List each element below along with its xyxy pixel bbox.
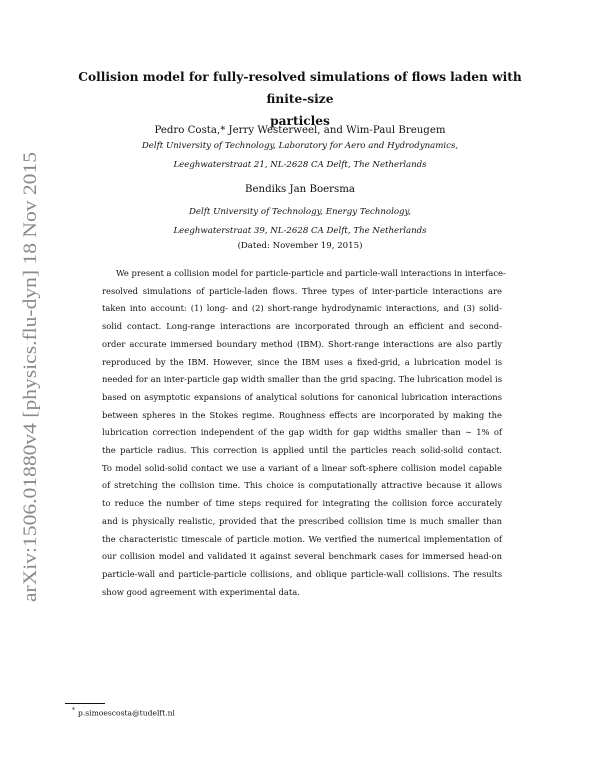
title-line-2: particles [270,114,330,128]
abstract-line: taken into account: (1) long- and (2) short-range hydrodynamic interactions, and (3) solid- [102,303,502,314]
footnote [72,707,175,718]
abstract-line: the characteristic timescale of particle motion. We verified the numerical implementation of [102,533,502,544]
dated-line: (Dated: November 19, 2015) [237,241,363,251]
affiliation-1-line-1: Delft University of Technology, Laboratory for Aero and Hydrodynamics, [141,141,459,151]
abstract-line: needed for an inter-particle gap width smaller than the grid spacing. The lubrication model is [102,374,502,385]
abstract-line: show good agreement with experimental data. [102,586,300,597]
abstract-line: our collision model and validated it against several benchmark cases for immersed head-on [102,551,502,562]
footnote-marker: * [72,707,75,714]
affiliation-2-line-1: Delft University of Technology, Energy Technology, [189,207,411,217]
abstract-line: between spheres in the Stokes regime. Roughness effects are incorporated by making the [102,409,502,420]
affiliation-1 [70,137,530,175]
abstract-line: based on asymptotic expansions of analytical solutions for canonical lubrication interactions [102,391,502,402]
abstract-line: particle-wall and particle-particle collisions, and oblique particle-wall collisions. The results [102,568,502,579]
abstract-line: We present a collision model for particle-particle and particle-wall interactions in interface- [116,268,506,278]
author-2: Bendiks Jan Boersma [245,184,355,195]
footnote-email: p.simoescosta@tudelft.nl [78,708,175,718]
arxiv-stamp-text: arXiv:1506.01880v4 [physics.flu-dyn] 18 Nov 2015 [20,205,41,602]
abstract-line: of stretching the collision time. This choice is computationally attractive because it allows [102,480,502,491]
affiliation-1-line-2: Leeghwaterstraat 21, NL-2628 CA Delft, The Netherlands [173,160,427,170]
arxiv-side-stamp [20,150,42,602]
paper-title [70,66,530,132]
abstract-line: solid contact. Long-range interactions are incorporated through an efficient and second- [102,321,502,332]
abstract-line: reproduced by the IBM. However, since the IBM uses a fixed-grid, a lubrication model is [102,356,502,367]
affiliation-2 [70,203,530,241]
abstract-line: resolved simulations of particle-laden flows. Three types of inter-particle interactions are [102,285,502,296]
affiliation-2-line-2: Leeghwaterstraat 39, NL-2628 CA Delft, The Netherlands [173,226,427,236]
abstract-line: and is physically realistic, provided that the prescribed collision time is much smaller than [102,515,502,526]
abstract-line: the particle radius. This correction is applied until the particles reach solid-solid contact. [102,445,502,456]
authors-line: Pedro Costa,* Jerry Westerweel, and Wim-Paul Breugem [154,125,446,136]
abstract-line: order accurate immersed boundary method (IBM). Short-range interactions are also partly [102,338,502,349]
title-line-1: Collision model for fully-resolved simulations of flows laden with finite-size [78,70,522,106]
footnote-rule [65,703,105,704]
abstract-line: lubrication correction independent of the gap width for gap widths smaller than ∼ 1% of [102,427,502,438]
abstract-line: to reduce the number of time steps required for integrating the collision force accurately [102,498,502,509]
abstract-line: To model solid-solid contact we use a variant of a linear soft-sphere collision model capable [102,462,502,473]
abstract [102,265,506,601]
